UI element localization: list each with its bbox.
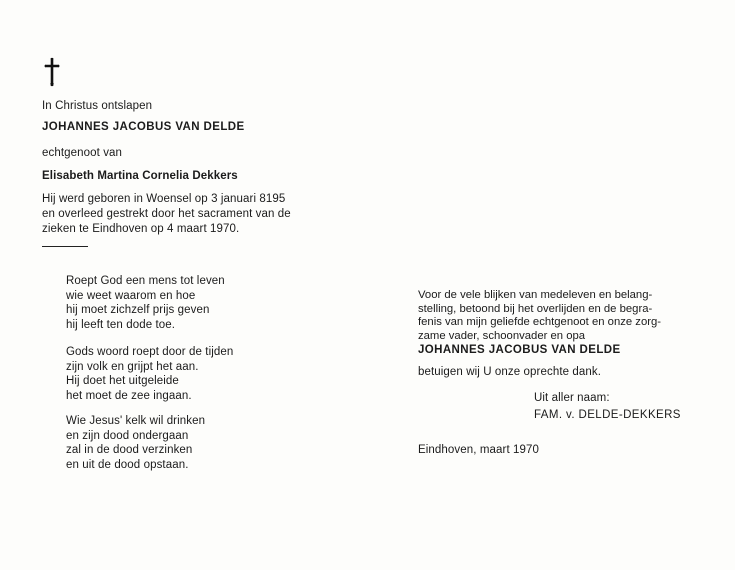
verse-1 <box>66 274 225 332</box>
thanks-paragraph <box>418 288 661 342</box>
verse-line: zijn volk en grijpt het aan. <box>66 360 199 373</box>
spouse-label: echtgenoot van <box>42 147 123 159</box>
verse-line: Roept God een mens tot leven <box>66 275 225 287</box>
verse-2 <box>66 345 233 403</box>
verse-line: wie weet waarom en hoe <box>66 289 196 302</box>
biography <box>42 192 291 237</box>
thanks-name: JOHANNES JACOBUS VAN DELDE <box>418 344 621 356</box>
verse-line: hij moet zichzelf prijs geven <box>66 304 210 317</box>
family-signature: FAM. v. DELDE-DEKKERS <box>534 409 681 421</box>
bio-line: zieken te Eindhoven op 4 maart 1970. <box>42 223 240 235</box>
verse-line: hij leeft ten dode toe. <box>66 318 176 331</box>
verse-line: en uit de dood opstaan. <box>66 458 189 471</box>
spouse-name: Elisabeth Martina Cornelia Dekkers <box>42 170 238 182</box>
thanks-line: zame vader, schoonvader en opa <box>418 329 586 342</box>
verse-line: het moet de zee ingaan. <box>66 389 192 402</box>
cross-icon <box>42 57 62 87</box>
gratitude-text: betuigen wij U onze oprechte dank. <box>418 366 602 378</box>
thanks-line: fenis van mijn geliefde echtgenoot en onze zorg- <box>418 316 662 328</box>
verse-3 <box>66 414 205 472</box>
verse-line: Gods woord roept door de tijden <box>66 346 234 358</box>
on-behalf-text: Uit aller naam: <box>534 392 610 404</box>
thanks-line: stelling, betoond bij het overlijden en de begra- <box>418 302 653 315</box>
thanks-line: Voor de vele blijken van medeleven en belang- <box>418 289 653 301</box>
verse-line: en zijn dood ondergaan <box>66 429 189 442</box>
place-date: Eindhoven, maart 1970 <box>418 444 540 456</box>
bio-line: en overleed gestrekt door het sacrament van de <box>42 208 291 220</box>
deceased-name: JOHANNES JACOBUS VAN DELDE <box>42 121 245 133</box>
bio-line: Hij werd geboren in Woensel op 3 januari 8195 <box>42 193 286 205</box>
verse-line: Hij doet het uitgeleide <box>66 375 179 388</box>
intro-text: In Christus ontslapen <box>42 100 153 112</box>
divider <box>42 246 88 247</box>
verse-line: Wie Jesus' kelk wil drinken <box>66 415 206 427</box>
verse-line: zal in de dood verzinken <box>66 444 193 457</box>
